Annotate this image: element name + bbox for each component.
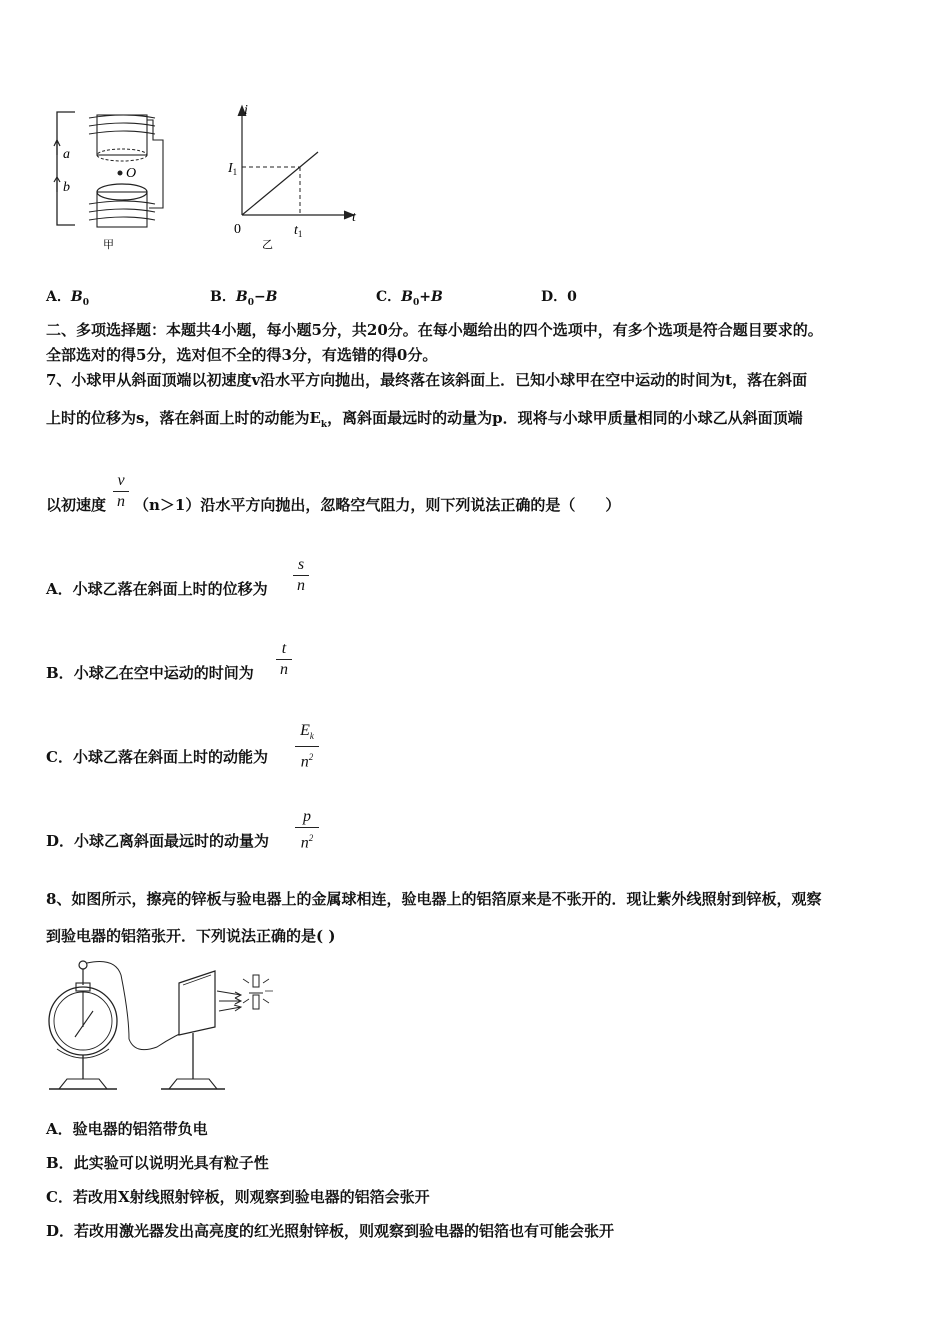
q7-option-d[interactable]: D．小球乙离斜面最远时的动量为	[46, 832, 270, 850]
q8-option-c[interactable]: C．若改用X射线照射锌板，则观察到验电器的铝箔会张开	[46, 1188, 430, 1206]
q8-line2: 到验电器的铝箔张开．下列说法正确的是( )	[46, 927, 336, 945]
q6-option-b[interactable]: B．$B_0-B$	[210, 289, 278, 308]
q7-option-c[interactable]: C．小球乙落在斜面上时的动能为	[46, 748, 268, 766]
svg-text:I1	[227, 161, 237, 177]
q7-line3-pre: 以初速度	[46, 496, 107, 514]
level-label: I	[228, 161, 233, 176]
label-b: b	[63, 180, 70, 195]
q7-option-c-fraction: $E_k$ $n^2$	[295, 722, 319, 772]
q8-option-d[interactable]: D．若改用激光器发出高亮度的红光照射锌板，则观察到验电器的铝箔也有可能会张开	[46, 1222, 615, 1240]
q7-option-a[interactable]: A．小球乙落在斜面上时的位移为	[46, 580, 268, 598]
figure-electroscope	[45, 955, 275, 1095]
label-o: O	[126, 166, 137, 181]
q8-option-a[interactable]: A．验电器的铝箔带负电	[46, 1120, 208, 1138]
axis-y-label: i	[244, 103, 248, 118]
q7-option-b[interactable]: B．小球乙在空中运动的时间为	[46, 664, 254, 682]
q7-line1: 7、小球甲从斜面顶端以初速度v沿水平方向抛出，最终落在该斜面上．已知小球甲在空中运动的时间为t，落在斜面	[46, 371, 808, 389]
q7-option-b-fraction: t n	[276, 640, 292, 679]
figure-yi-graph	[220, 100, 370, 250]
label-a: a	[63, 147, 70, 162]
q7-line3-post: （n＞1）沿水平方向抛出，忽略空气阻力，则下列说法正确的是（ ）	[134, 496, 621, 514]
graph-line	[242, 152, 318, 215]
q7-line2: 上时的位移为s，落在斜面上时的动能为$E_k$，离斜面最远时的动量为p．现将与小球甲质量相同的小球乙从斜面顶端	[46, 409, 803, 430]
figure-yi-caption: 乙	[262, 239, 273, 250]
axis-x-label: t	[352, 210, 356, 225]
level-sub: 1	[232, 167, 238, 177]
figure-jia-caption: 甲	[103, 239, 114, 250]
time-sub: 1	[297, 229, 303, 239]
q6-option-a[interactable]: A．$B_0$	[46, 289, 89, 308]
q7-fraction-v-over-n: v n	[113, 472, 129, 511]
svg-text:t1	[294, 223, 302, 239]
q6-option-c[interactable]: C．$B_0+B$	[376, 289, 443, 308]
q8-option-b[interactable]: B．此实验可以说明光具有粒子性	[46, 1154, 269, 1172]
q6-option-d[interactable]: D．0	[541, 289, 577, 305]
q7-option-a-fraction: s n	[293, 556, 309, 595]
q8-line1: 8、如图所示，擦亮的锌板与验电器上的金属球相连，验电器上的铝箔原来是不张开的．现让紫外线照射到锌板，观察	[46, 890, 822, 908]
section2-line1: 二、多项选择题：本题共4小题，每小题5分，共20分。在每小题给出的四个选项中，有多个选项是符合题目要求的。	[46, 321, 823, 339]
time-label: t	[294, 223, 298, 238]
q7-option-d-fraction: p $n^2$	[295, 808, 319, 852]
figure-jia-coils	[45, 100, 165, 250]
section2-line2: 全部选对的得5分，选对但不全的得3分，有选错的得0分。	[46, 346, 438, 364]
origin-label: 0	[234, 222, 241, 237]
